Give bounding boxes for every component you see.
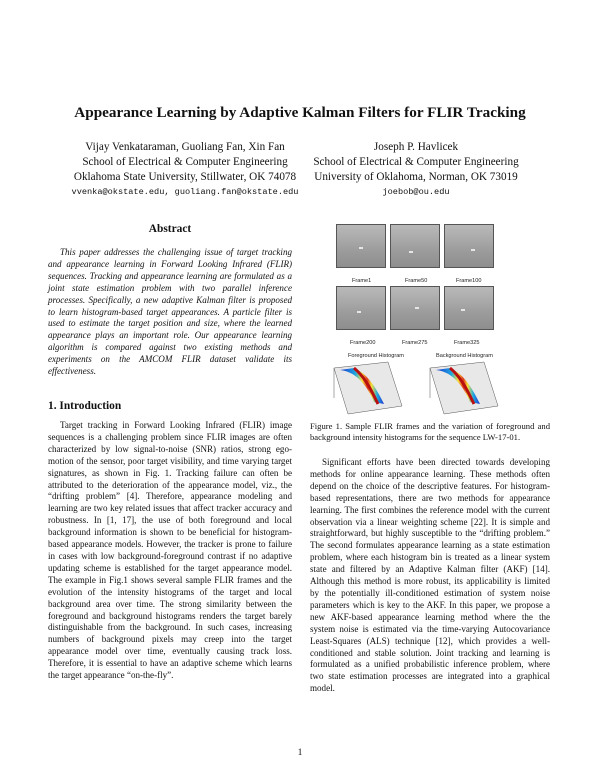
flir-frame-image [336,286,386,330]
paper-title: Appearance Learning by Adaptive Kalman Filters for FLIR Tracking [74,104,526,121]
introduction-text [48,420,292,682]
frame-label: Frame325 [454,340,480,346]
abstract-heading: Abstract [148,223,192,235]
flir-frame-image [390,224,440,268]
author-location: Oklahoma State University, Stillwater, OK 74078 [73,171,297,183]
right-column-text [310,457,550,695]
frame-label: Frame100 [456,278,482,284]
author-block-left [50,140,320,200]
frame-label: Frame200 [350,340,376,346]
author-names: Joseph P. Havlicek [373,141,459,153]
abstract-text [48,247,292,378]
introduction-paragraph: Target tracking in Forward Looking Infrared (FLIR) image sequences is a challenging problem since FLIR images are often characterized by low signal-to-noise (SNR) ratios, strong ego-motion of the sensor, poor target visibility, and time varying target signatures, as shown in Fig. 1. Tracking failure can often be attributed to the deterioration of the appearance model, viz., the “drifting problem” [4]. Therefore, appearance modeling and learning are two key related issues that affect tracker accuracy and robustness. In [1, 17], the use of both foreground and local background information is shown to be beneficial for histogram-based appearance models. However, the tracker is prone to failure in cases with low background-foreground contrast if no adaptive updating scheme is established for the target appearance model. The example in Fig.1 shows several sample FLIR frames and the evolution of the intensity histograms of the target and local background area over time. The strong similarity between the foreground and background histograms renders the target barely distinguishable from the background. In such cases, increasing numbers of background pixels may creep into the target appearance model over time, eventually causing track loss. Therefore, it is essential to have an adaptive scheme which learns the target appearance “on-the-fly”. [48,420,292,681]
flir-frame-image [336,224,386,268]
author-email: vvenka@okstate.edu, guoliang.fan@okstate.edu [71,187,299,197]
frame-label: Frame50 [405,278,428,284]
author-names: Vijay Venkataraman, Guoliang Fan, Xin Fan [85,141,285,153]
body-paragraph: Significant efforts have been directed towards developing methods for online appearance learning. These methods often depend on the choice of the descriptive features. For histogram-based representations, there are two methods for appearance learning. The first combines the reference model with the current observation via a linear weighting scheme [22]. It is simple and straightforward, but highly susceptible to the “drifting problem.” The second formulates appearance learning as a state estimation problem, where each histogram bin is treated as a linear system state and filtered by an Adaptive Kalman filter (AKF) [14]. Although this method is more robust, its applicability is limited by the potentially ill-conditioned estimation of system noise parameters which is key to the AKF. In this paper, we propose a new AKF-based appearance learning method where the the system noise is estimated via the time-varying Autocovariance Least-Squares (ALS) technique [12], which provides a well-conditioned and stable solution. Joint tracking and learning is formulated as a unified probabilistic inference problem, where two state estimation processes are integrated into a graphical model. [310,457,550,694]
frame-label: Frame275 [402,340,428,346]
author-affiliation: School of Electrical & Computer Engineering [82,156,288,168]
abstract-paragraph: This paper addresses the challenging issue of target tracking and appearance learning in Forward Looking Infrared (FLIR) sequences. Tracking and appearance learning are formulated as a joint state estimation problem with two parallel inference processes. Specifically, a new adaptive Kalman filter is proposed to learn histogram-based target appearances. A particle filter is used to estimate the target position and size, where the learned appearance plays an important role. Our appearance learning algorithm is compared against two existing methods and experiments on the AMCOM FLIR dataset validate its effectiveness. [48,247,292,377]
hist-title-foreground: Foreground Histogram [348,353,404,359]
author-block-right [306,140,526,200]
flir-frame-image [444,286,494,330]
hist-title-background: Background Histogram [436,353,493,359]
flir-frame-image [390,286,440,330]
figure-caption: Figure 1. Sample FLIR frames and the variation of foreground and background intensity histograms for the sequence LW-17-01. [310,421,550,443]
background-histogram-plot [430,362,498,414]
frame-label: Frame1 [352,278,372,284]
author-location: University of Oklahoma, Norman, OK 73019 [314,171,518,183]
author-affiliation: School of Electrical & Computer Engineering [313,156,519,168]
foreground-histogram-plot [334,362,402,414]
section-heading-introduction: 1. Introduction [48,400,122,412]
histogram-surface-plots [310,358,550,422]
figure-1 [310,220,550,420]
page-number: 1 [297,747,303,758]
author-email: joebob@ou.edu [382,187,450,197]
flir-frame-image [444,224,494,268]
